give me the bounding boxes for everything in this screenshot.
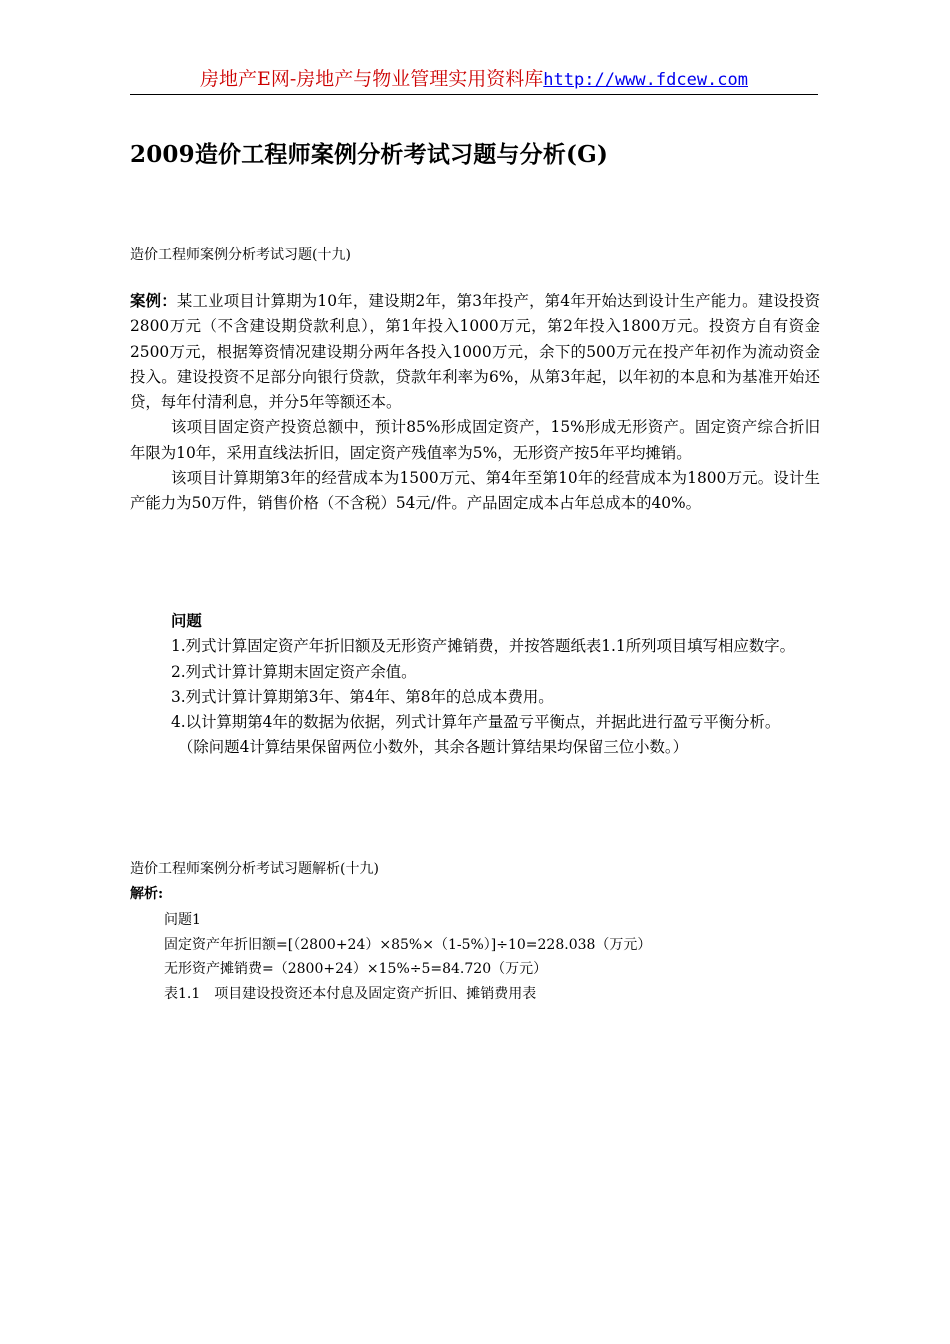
document-title: 2009造价工程师案例分析考试习题与分析(G) — [130, 141, 609, 168]
section-heading-exercise: 造价工程师案例分析考试习题(十九) — [130, 247, 351, 263]
case-label: 案例： — [130, 292, 177, 310]
analysis-table-caption: 表1.1 项目建设投资还本付息及固定资产折旧、摊销费用表 — [164, 985, 537, 1002]
questions-heading: 问题 — [171, 612, 202, 630]
analysis-question-1-title: 问题1 — [164, 912, 201, 928]
case-paragraph-3: 该项目计算期第3年的经营成本为1500万元、第4年至第10年的经营成本为1800万元。设计生产能力为50万件，销售价格（不含税）54元/件。产品固定成本占年总成本的40%。 — [130, 469, 820, 513]
analysis-line-amortization: 无形资产摊销费=（2800+24）×15%÷5=84.720（万元） — [164, 961, 548, 977]
header-subtitle: 房地产与物业管理实用资料库 — [296, 68, 544, 90]
question-2: 2.列式计算计算期末固定资产余值。 — [171, 662, 417, 681]
analysis-label: 解析: — [130, 886, 164, 902]
question-1: 1.列式计算固定资产年折旧额及无形资产摊销费，并按答题纸表1.1所列项目填写相应数字。 — [171, 637, 796, 656]
header-url-link[interactable]: http://www.fdcew.com — [543, 70, 748, 90]
section-heading-analysis: 造价工程师案例分析考试习题解析(十九) — [130, 861, 379, 877]
case-text-1: 某工业项目计算期为10年，建设期2年，第3年投产，第4年开始达到设计生产能力。建设投资2800万元（不含建设期贷款利息），第1年投入1000万元，第2年投入1800万元。投资方自有资金2500万元，根据筹资情况建设期分两年各投入1000万元，余下的500万元在投产年初作为流动资金投入。建设投资不足部分向银行贷款，贷款年利率为6%，从第3年起，以年初的本息和为基准开始还贷，每年付清利息，并分5年等额还本。 — [130, 292, 820, 412]
header-dash: - — [289, 68, 297, 90]
analysis-line-depreciation: 固定资产年折旧额=[（2800+24）×85%×（1-5%）]÷10=228.038（万元） — [164, 936, 652, 953]
case-paragraph-2: 该项目固定资产投资总额中，预计85%形成固定资产，15%形成无形资产。固定资产综合折旧年限为10年，采用直线法折旧，固定资产残值率为5%，无形资产按5年平均摊销。 — [130, 418, 820, 462]
page-header — [130, 66, 818, 95]
question-3: 3.列式计算计算期第3年、第4年、第8年的总成本费用。 — [171, 687, 554, 706]
questions-note: （除问题4计算结果保留两位小数外，其余各题计算结果均保留三位小数。） — [178, 738, 688, 757]
analysis-body — [164, 908, 651, 1006]
case-paragraph-1 — [130, 289, 820, 415]
question-4: 4.以计算期第4年的数据为依据，列式计算年产量盈亏平衡点，并据此进行盈亏平衡分析。 — [171, 713, 781, 732]
questions-section — [130, 609, 820, 761]
header-site-name: 房地产E网 — [199, 68, 290, 90]
case-section — [130, 289, 820, 517]
